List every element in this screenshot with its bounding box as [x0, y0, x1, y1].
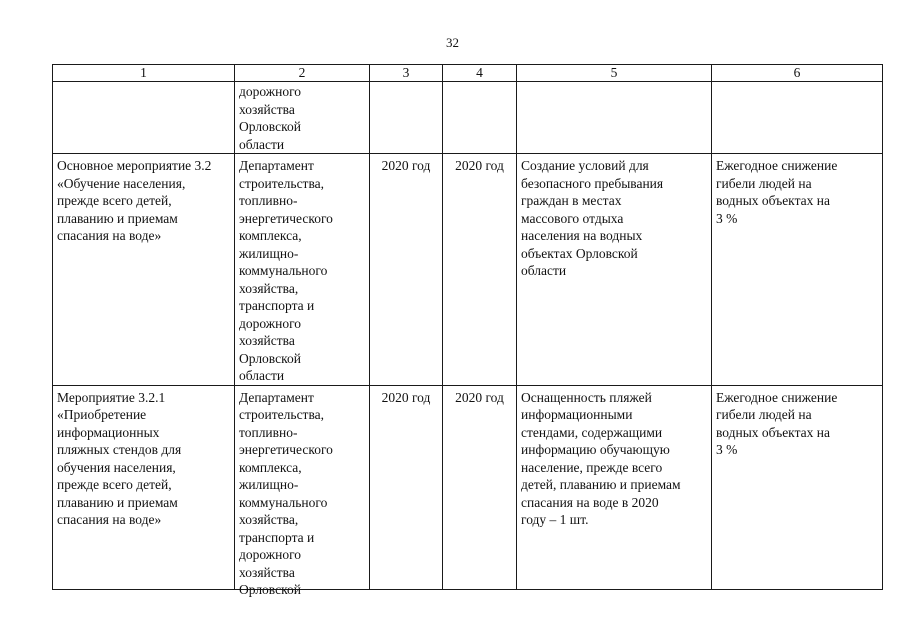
column-header-6: 6	[712, 65, 883, 82]
table-cell	[370, 154, 443, 386]
table-cell	[517, 385, 712, 589]
table-cell	[370, 82, 443, 154]
column-header-2: 2	[235, 65, 370, 82]
table-row	[53, 154, 883, 386]
table-row	[53, 385, 883, 589]
table-header-row	[53, 65, 883, 82]
indicator: Ежегодное снижение гибели людей на водных объектах на 3 %	[716, 158, 838, 226]
start-year: 2020 год	[381, 158, 431, 173]
table-cell	[443, 154, 517, 386]
table-cell	[370, 385, 443, 589]
table-cell	[53, 154, 235, 386]
cell-text: дорожного хозяйства Орловской области	[239, 84, 302, 152]
column-header-4: 4	[443, 65, 517, 82]
responsible-executor: Департамент строительства, топливно- энергетического комплекса, жилищно- коммунального хозяйства, транспорта и дорожного хозяйства Орловской области	[239, 158, 333, 383]
column-header-3: 3	[370, 65, 443, 82]
table-row	[53, 82, 883, 154]
program-table	[52, 64, 883, 597]
responsible-executor: Департамент строительства, топливно- энергетического комплекса, жилищно- коммунального хозяйства, транспорта и дорожного хозяйства Орловской	[239, 389, 333, 597]
expected-result: Оснащенность пляжей информационными стендами, содержащими информацию обучающую население, прежде всего детей, плаванию и приемам спасания на воде в 2020 году – 1 шт.	[521, 389, 681, 527]
activity-name: Основное мероприятие 3.2 «Обучение населения, прежде всего детей, плаванию и приемам спасания на воде»	[57, 158, 212, 243]
table-cell	[517, 82, 712, 154]
table-cell	[443, 82, 517, 154]
table-cell	[517, 154, 712, 386]
table-cell	[235, 82, 370, 154]
column-header-5: 5	[517, 65, 712, 82]
table-cell	[712, 82, 883, 154]
table-cell	[443, 385, 517, 589]
table-cell	[53, 82, 235, 154]
table-cell	[53, 385, 235, 589]
table-cell	[235, 385, 370, 597]
indicator: Ежегодное снижение гибели людей на водных объектах на 3 %	[716, 389, 838, 457]
expected-result: Создание условий для безопасного пребывания граждан в местах массового отдыха населения на водных объектах Орловской области	[521, 158, 664, 278]
activity-name: Мероприятие 3.2.1 «Приобретение информационных пляжных стендов для обучения населения, прежде всего детей, плаванию и приемам спасания на воде»	[57, 389, 182, 527]
end-year: 2020 год	[455, 158, 504, 173]
table-cell	[712, 154, 883, 386]
end-year: 2020 год	[455, 389, 504, 405]
column-header-1: 1	[53, 65, 235, 82]
table-cell	[235, 154, 370, 386]
page-number: 32	[446, 35, 459, 50]
table-cell	[712, 385, 883, 589]
start-year: 2020 год	[381, 389, 431, 405]
